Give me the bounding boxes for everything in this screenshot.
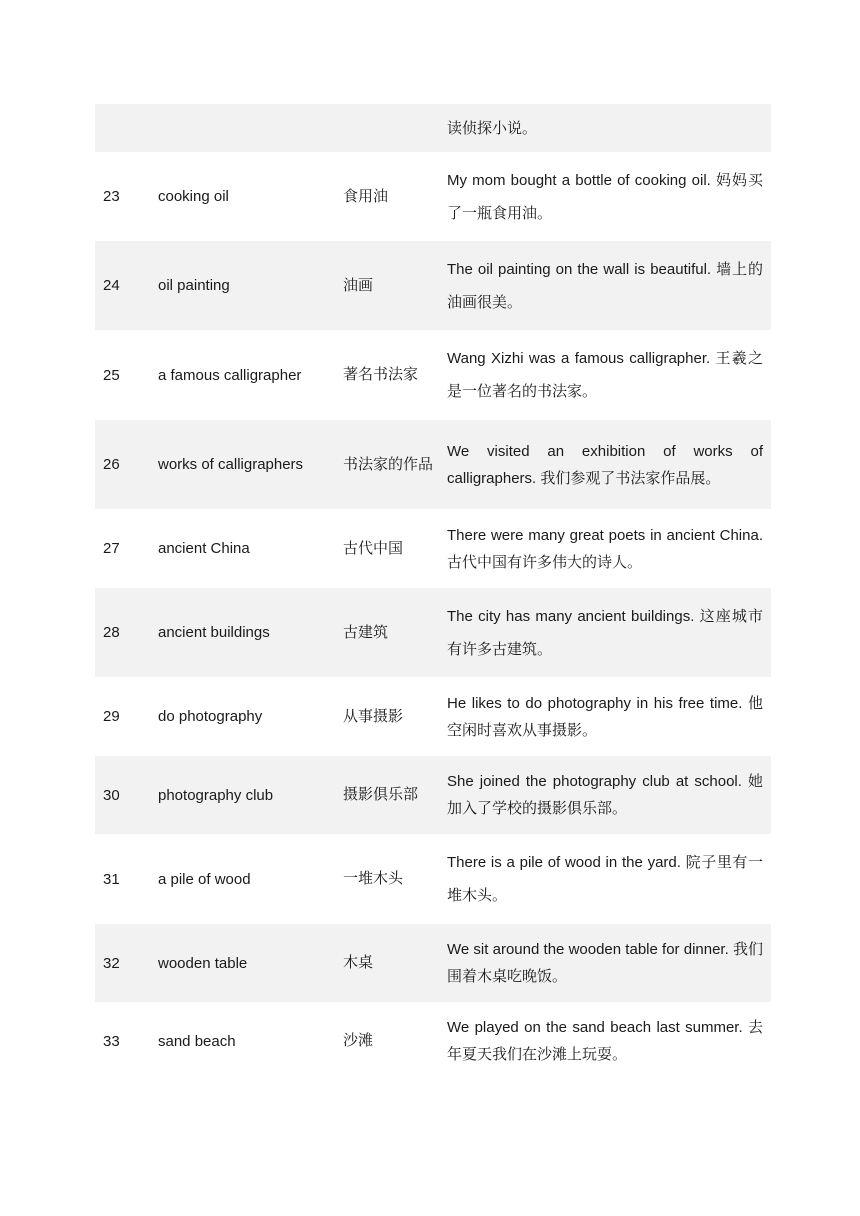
table-row	[95, 420, 771, 509]
row-chinese: 古建筑	[343, 588, 447, 677]
example-text: He likes to do photography in his free time. 他空闲时喜欢从事摄影。	[447, 694, 763, 739]
table-row	[95, 241, 771, 330]
example-text: We visited an exhibition of works of calligraphers. 我们参观了书法家作品展。	[447, 442, 763, 487]
row-chinese: 油画	[343, 241, 447, 330]
row-phrase: oil painting	[158, 241, 343, 330]
row-example	[447, 330, 771, 420]
row-number: 25	[103, 366, 120, 384]
row-phrase	[158, 104, 343, 152]
row-chinese: 书法家的作品	[343, 420, 447, 509]
row-number: 24	[95, 241, 158, 330]
row-chinese: 一堆木头	[343, 870, 404, 887]
example-text: There were many great poets in ancient China. 古代中国有许多伟大的诗人。	[447, 526, 763, 571]
row-number: 31	[103, 870, 120, 888]
example-text: The city has many ancient buildings. 这座城市有许多古建筑。	[447, 607, 763, 658]
row-example	[447, 241, 771, 330]
table-row	[95, 588, 771, 677]
table-row	[95, 330, 771, 420]
row-phrase: ancient China	[158, 540, 250, 557]
row-phrase: cooking oil	[158, 188, 229, 205]
row-example	[447, 924, 771, 1002]
row-phrase: a famous calligrapher	[158, 366, 302, 384]
row-chinese	[343, 104, 447, 152]
row-phrase: ancient buildings	[158, 588, 343, 677]
example-text: There is a pile of wood in the yard. 院子里有一堆木头。	[447, 854, 763, 904]
row-phrase: works of calligraphers	[158, 420, 343, 509]
example-text: 读侦探小说。	[447, 119, 538, 137]
row-number	[95, 104, 158, 152]
row-number: 30	[95, 756, 158, 834]
row-number: 29	[103, 708, 120, 725]
table-row	[95, 509, 771, 588]
example-text: My mom bought a bottle of cooking oil. 妈妈买了一瓶食用油。	[447, 171, 763, 222]
row-example	[447, 834, 771, 924]
example-text: Wang Xizhi was a famous calligrapher. 王羲之是一位著名的书法家。	[447, 350, 763, 400]
row-number: 23	[103, 188, 120, 205]
table-row	[95, 834, 771, 924]
table-row-continuation	[95, 104, 771, 152]
row-phrase: wooden table	[158, 924, 343, 1002]
row-number: 26	[95, 420, 158, 509]
row-example	[447, 420, 771, 509]
example-text: We sit around the wooden table for dinner. 我们围着木桌吃晚饭。	[447, 941, 763, 985]
vocabulary-table	[95, 104, 771, 1080]
row-chinese: 木桌	[343, 924, 447, 1002]
row-chinese: 著名书法家	[343, 366, 419, 383]
table-row	[95, 152, 771, 241]
example-text: She joined the photography club at school. 她加入了学校的摄影俱乐部。	[447, 773, 763, 817]
example-text: The oil painting on the wall is beautiful. 墙上的油画很美。	[447, 260, 763, 311]
table-row	[95, 1002, 771, 1080]
row-example	[447, 152, 771, 241]
row-example	[447, 588, 771, 677]
table-row	[95, 677, 771, 756]
table-row	[95, 924, 771, 1002]
row-chinese: 摄影俱乐部	[343, 756, 447, 834]
row-number: 32	[95, 924, 158, 1002]
row-phrase: a pile of wood	[158, 870, 251, 888]
row-example	[447, 104, 771, 152]
table-row	[95, 756, 771, 834]
row-chinese: 古代中国	[343, 539, 404, 557]
row-number: 33	[103, 1032, 120, 1050]
row-chinese: 从事摄影	[343, 707, 404, 725]
row-example	[447, 756, 771, 834]
example-text: We played on the sand beach last summer. 去年夏天我们在沙滩上玩耍。	[447, 1019, 763, 1063]
row-number: 27	[103, 540, 120, 557]
row-phrase: do photography	[158, 708, 263, 725]
row-chinese: 食用油	[343, 187, 389, 205]
row-example	[447, 509, 771, 588]
row-number: 28	[95, 588, 158, 677]
row-example	[447, 677, 771, 756]
row-phrase: photography club	[158, 756, 343, 834]
row-chinese: 沙滩	[343, 1032, 374, 1049]
row-phrase: sand beach	[158, 1032, 236, 1050]
row-example	[447, 1002, 771, 1080]
